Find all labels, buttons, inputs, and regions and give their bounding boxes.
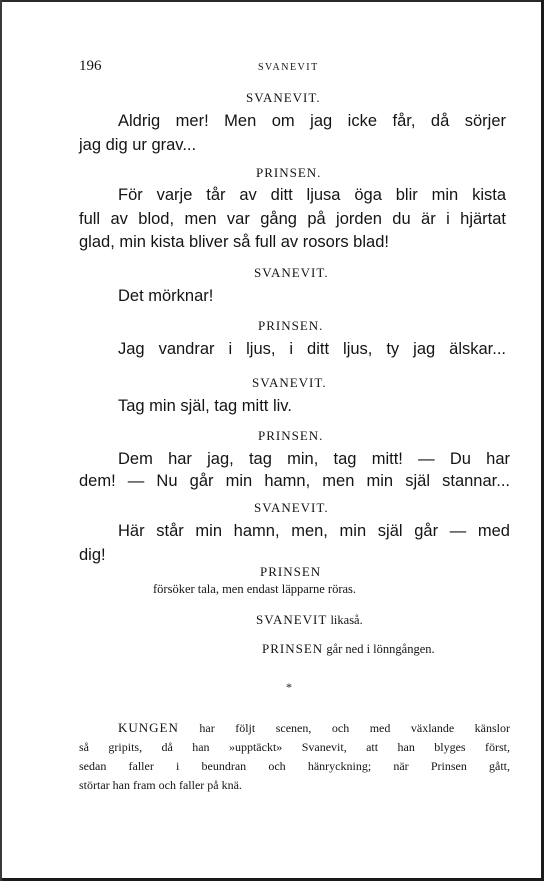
dialogue-line: jag dig ur grav... [79, 136, 197, 154]
closing-note-line [118, 720, 510, 736]
closing-note-text: har följt scenen, och med växlande känslor [199, 721, 511, 735]
stage-speaker: SVANEVIT [256, 612, 328, 627]
dialogue-line: Tag min själ, tag mitt liv. [118, 397, 292, 415]
stage-speaker: KUNGEN [118, 720, 179, 735]
stage-direction: försöker tala, men endast läpparne röras. [153, 582, 357, 596]
dialogue-line: Aldrig mer! Men om jag icke får, då sörjer [118, 112, 506, 130]
page-edge-top [0, 0, 544, 2]
dialogue-line: Det mörknar! [118, 287, 214, 305]
speaker-name: PRINSEN. [258, 428, 324, 443]
closing-note-line: sedan faller i beundran och hänryckning; när Prinsen gått, [79, 759, 510, 773]
speaker-name: SVANEVIT. [252, 375, 327, 390]
running-title: SVANEVIT [258, 62, 319, 73]
stage-speaker: PRINSEN [260, 564, 322, 579]
stage-direction-line [256, 612, 363, 628]
dialogue-line: full av blod, men var gång på jorden du är i hjärtat [79, 210, 506, 228]
dialogue-line: Jag vandrar i ljus, i ditt ljus, ty jag älskar... [118, 340, 506, 358]
dialogue-line: För varje tår av ditt ljusa öga blir min kista [118, 186, 506, 204]
dialogue-line: glad, min kista bliver så full av rosors blad! [79, 233, 389, 251]
closing-note-line: störtar han fram och faller på knä. [79, 778, 242, 792]
dialogue-line: Dem har jag, tag min, tag mitt! — Du har [118, 450, 510, 468]
speaker-name: SVANEVIT. [254, 265, 329, 280]
stage-direction-line [262, 641, 435, 657]
stage-direction: går ned i lönngången. [326, 642, 435, 656]
speaker-name: SVANEVIT. [246, 90, 321, 105]
speaker-name: PRINSEN. [258, 318, 324, 333]
section-separator: * [286, 680, 292, 694]
speaker-name: PRINSEN. [256, 165, 322, 180]
page-edge-left [0, 0, 2, 881]
dialogue-line: Här står min hamn, men, min själ går — med [118, 522, 510, 540]
dialogue-line: dem! — Nu går min hamn, men min själ stannar... [79, 472, 510, 490]
closing-note-line: så gripits, då han »upptäckt» Svanevit, att han blyges först, [79, 740, 510, 754]
page-number: 196 [79, 58, 102, 74]
stage-speaker: PRINSEN [262, 641, 324, 656]
stage-direction: likaså. [330, 613, 363, 627]
dialogue-line: dig! [79, 546, 106, 564]
speaker-name: SVANEVIT. [254, 500, 329, 515]
